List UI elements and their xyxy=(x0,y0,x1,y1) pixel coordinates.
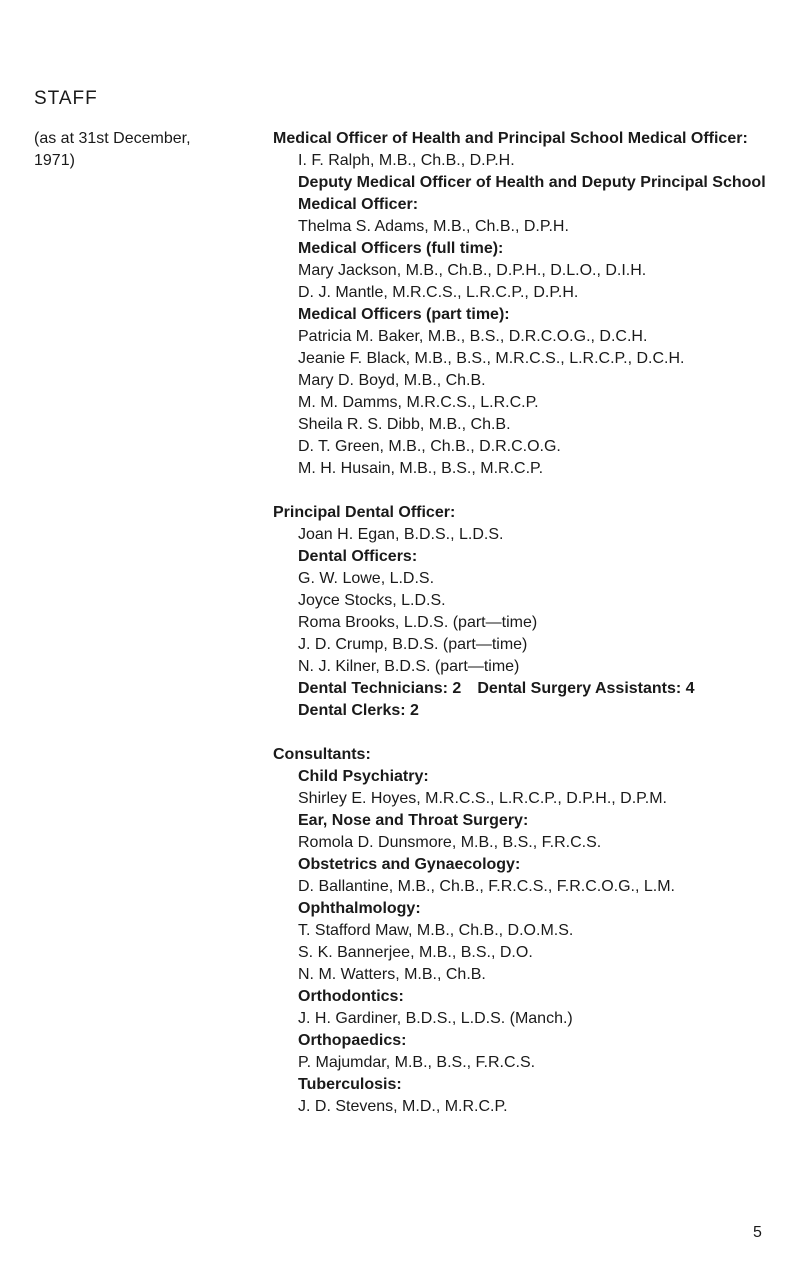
list-item: D. T. Green, M.B., Ch.B., D.R.C.O.G. xyxy=(298,438,561,455)
list-item: Jeanie F. Black, M.B., B.S., M.R.C.S., L.R.C.P., D.C.H. xyxy=(298,350,685,367)
dental-technicians: Dental Technicians: 2 xyxy=(298,680,462,697)
list-item: Sheila R. S. Dibb, M.B., Ch.B. xyxy=(298,416,511,433)
parttime-title: Medical Officers (part time): xyxy=(298,306,510,323)
list-item: S. K. Bannerjee, M.B., B.S., D.O. xyxy=(298,944,533,961)
list-item: Roma Brooks, L.D.S. (part—time) xyxy=(298,614,538,631)
obstetrics-title: Obstetrics and Gynaecology: xyxy=(298,856,521,873)
dental-officers-title: Dental Officers: xyxy=(298,548,418,565)
ent-title: Ear, Nose and Throat Surgery: xyxy=(298,812,529,829)
list-item: N. J. Kilner, B.D.S. (part—time) xyxy=(298,658,520,675)
medical-section xyxy=(273,128,783,480)
dental-section xyxy=(273,502,783,722)
list-item: M. M. Damms, M.R.C.S., L.R.C.P. xyxy=(298,394,539,411)
list-item: T. Stafford Maw, M.B., Ch.B., D.O.M.S. xyxy=(298,922,574,939)
consultants-section xyxy=(273,744,783,1118)
staff-list xyxy=(273,128,783,1140)
list-item: Romola D. Dunsmore, M.B., B.S., F.R.C.S. xyxy=(298,834,602,851)
list-item: D. Ballantine, M.B., Ch.B., F.R.C.S., F.R.C.O.G., L.M. xyxy=(298,878,675,895)
deputy-name: Thelma S. Adams, M.B., Ch.B., D.P.H. xyxy=(298,218,569,235)
list-item: Mary Jackson, M.B., Ch.B., D.P.H., D.L.O., D.I.H. xyxy=(298,262,647,279)
list-item: G. W. Lowe, L.D.S. xyxy=(298,570,435,587)
consultants-title: Consultants: xyxy=(273,746,371,763)
orthodontics-title: Orthodontics: xyxy=(298,988,404,1005)
list-item: Patricia M. Baker, M.B., B.S., D.R.C.O.G., D.C.H. xyxy=(298,328,648,345)
list-item: J. H. Gardiner, B.D.S., L.D.S. (Manch.) xyxy=(298,1010,573,1027)
orthopaedics-title: Orthopaedics: xyxy=(298,1032,407,1049)
list-item: Mary D. Boyd, M.B., Ch.B. xyxy=(298,372,486,389)
ophthalmology-title: Ophthalmology: xyxy=(298,900,421,917)
page-title: STAFF xyxy=(34,88,98,109)
list-item: Shirley E. Hoyes, M.R.C.S., L.R.C.P., D.P.H., D.P.M. xyxy=(298,790,667,807)
tuberculosis-title: Tuberculosis: xyxy=(298,1076,402,1093)
dental-surgery-assistants: Dental Surgery Assistants: 4 xyxy=(477,680,695,697)
child-psychiatry-title: Child Psychiatry: xyxy=(298,768,429,785)
dental-staff-counts xyxy=(273,678,783,700)
list-item: P. Majumdar, M.B., B.S., F.R.C.S. xyxy=(298,1054,536,1071)
page-number: 5 xyxy=(753,1224,762,1241)
list-item: Joyce Stocks, L.D.S. xyxy=(298,592,446,609)
moh-name: I. F. Ralph, M.B., Ch.B., D.P.H. xyxy=(298,152,515,169)
principal-dental-name: Joan H. Egan, B.D.S., L.D.S. xyxy=(298,526,504,543)
list-item: N. M. Watters, M.B., Ch.B. xyxy=(298,966,486,983)
list-item: J. D. Crump, B.D.S. (part—time) xyxy=(298,636,528,653)
principal-dental-title: Principal Dental Officer: xyxy=(273,504,456,521)
fulltime-title: Medical Officers (full time): xyxy=(298,240,504,257)
date-note: (as at 31st December, 1971) xyxy=(34,130,191,169)
deputy-title: Deputy Medical Officer of Health and Deputy Principal School Medical Officer: xyxy=(298,174,766,213)
dental-clerks: Dental Clerks: 2 xyxy=(298,702,419,719)
moh-title: Medical Officer of Health and Principal School Medical Officer: xyxy=(273,130,748,147)
list-item: D. J. Mantle, M.R.C.S., L.R.C.P., D.P.H. xyxy=(298,284,579,301)
list-item: J. D. Stevens, M.D., M.R.C.P. xyxy=(298,1098,508,1115)
list-item: M. H. Husain, M.B., B.S., M.R.C.P. xyxy=(298,460,544,477)
